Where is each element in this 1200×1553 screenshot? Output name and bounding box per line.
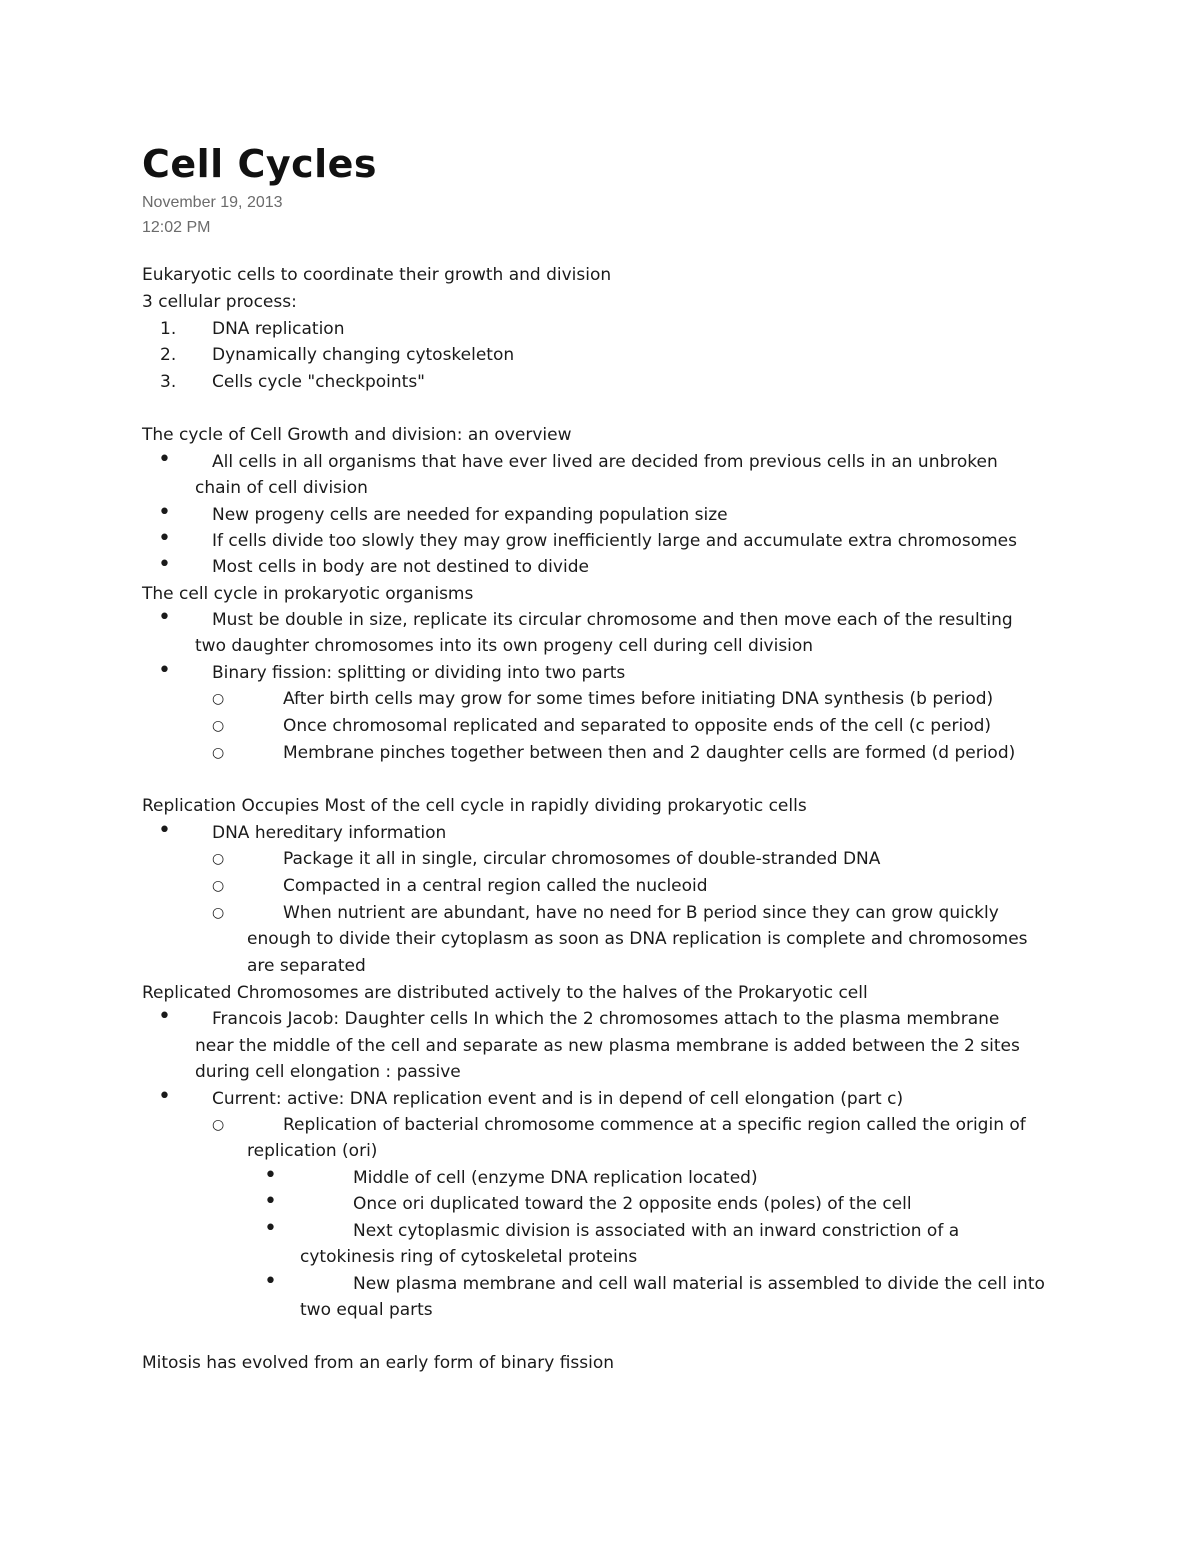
list-item: Binary fission: splitting or dividing into two parts <box>212 663 626 683</box>
list-item: All cells in all organisms that have ever lived are decided from previous cells in an unbroken <box>212 452 998 472</box>
paragraph-line: 3 cellular process: <box>142 292 297 312</box>
list-item: After birth cells may grow for some times before initiating DNA synthesis (b period) <box>283 689 994 709</box>
section-heading: The cycle of Cell Growth and division: an overview <box>142 425 572 445</box>
circle-bullet-icon: ○ <box>212 905 225 921</box>
bullet-icon: • <box>158 1004 171 1029</box>
bullet-icon: • <box>158 605 171 630</box>
section-heading: Mitosis has evolved from an early form of binary fission <box>142 1353 615 1373</box>
list-number: 2. <box>160 345 177 365</box>
list-number: 1. <box>160 319 177 339</box>
list-item-continued: two equal parts <box>300 1300 433 1320</box>
bullet-icon: • <box>264 1189 277 1214</box>
list-item: DNA hereditary information <box>212 823 447 843</box>
bullet-icon: • <box>264 1163 277 1188</box>
list-item: Must be double in size, replicate its circular chromosome and then move each of the resulting <box>212 610 1013 630</box>
circle-bullet-icon: ○ <box>212 878 225 894</box>
list-item-continued: are separated <box>247 956 366 976</box>
list-item: Current: active: DNA replication event and is in depend of cell elongation (part c) <box>212 1089 904 1109</box>
list-item: If cells divide too slowly they may grow inefficiently large and accumulate extra chromosomes <box>212 531 1017 551</box>
list-item: Compacted in a central region called the nucleoid <box>283 876 708 896</box>
list-item: Membrane pinches together between then and 2 daughter cells are formed (d period) <box>283 743 1016 763</box>
list-item: Package it all in single, circular chromosomes of double-stranded DNA <box>283 849 881 869</box>
list-item: Cells cycle "checkpoints" <box>212 372 425 392</box>
bullet-icon: • <box>158 447 171 472</box>
list-item: Next cytoplasmic division is associated with an inward constriction of a <box>353 1221 960 1241</box>
list-item: Most cells in body are not destined to divide <box>212 557 589 577</box>
list-item-continued: two daughter chromosomes into its own progeny cell during cell division <box>195 636 814 656</box>
list-item: Once chromosomal replicated and separated to opposite ends of the cell (c period) <box>283 716 992 736</box>
list-item: When nutrient are abundant, have no need for B period since they can grow quickly <box>283 903 999 923</box>
circle-bullet-icon: ○ <box>212 1117 225 1133</box>
note-header <box>142 138 1142 240</box>
paragraph-line: Eukaryotic cells to coordinate their growth and division <box>142 265 612 285</box>
bullet-icon: • <box>158 658 171 683</box>
list-item: Middle of cell (enzyme DNA replication located) <box>353 1168 758 1188</box>
note-date: November 19, 2013 <box>142 194 283 211</box>
bullet-icon: • <box>264 1216 277 1241</box>
bullet-icon: • <box>158 526 171 551</box>
list-item-continued: chain of cell division <box>195 478 368 498</box>
list-item: Francois Jacob: Daughter cells In which the 2 chromosomes attach to the plasma membrane <box>212 1009 1000 1029</box>
bullet-icon: • <box>264 1269 277 1294</box>
bullet-icon: • <box>158 1084 171 1109</box>
list-item: New progeny cells are needed for expanding population size <box>212 505 728 525</box>
list-number: 3. <box>160 372 177 392</box>
list-item-continued: replication (ori) <box>247 1141 378 1161</box>
list-item: Once ori duplicated toward the 2 opposite ends (poles) of the cell <box>353 1194 912 1214</box>
circle-bullet-icon: ○ <box>212 851 225 867</box>
section-heading: Replicated Chromosomes are distributed actively to the halves of the Prokaryotic cell <box>142 983 868 1003</box>
circle-bullet-icon: ○ <box>212 691 225 707</box>
note-time: 12:02 PM <box>142 219 211 236</box>
list-item-continued: enough to divide their cytoplasm as soon as DNA replication is complete and chromosomes <box>247 929 1028 949</box>
list-item-continued: during cell elongation : passive <box>195 1062 461 1082</box>
circle-bullet-icon: ○ <box>212 718 225 734</box>
bullet-icon: • <box>158 552 171 577</box>
bullet-icon: • <box>158 818 171 843</box>
list-item: Replication of bacterial chromosome commence at a specific region called the origin of <box>283 1115 1026 1135</box>
circle-bullet-icon: ○ <box>212 745 225 761</box>
list-item: Dynamically changing cytoskeleton <box>212 345 515 365</box>
page-title: Cell Cycles <box>142 142 378 186</box>
list-item-continued: cytokinesis ring of cytoskeletal proteins <box>300 1247 638 1267</box>
section-heading: The cell cycle in prokaryotic organisms <box>142 584 474 604</box>
list-item: New plasma membrane and cell wall material is assembled to divide the cell into <box>353 1274 1045 1294</box>
list-item-continued: near the middle of the cell and separate as new plasma membrane is added between the 2 sites <box>195 1036 1020 1056</box>
list-item: DNA replication <box>212 319 345 339</box>
bullet-icon: • <box>158 500 171 525</box>
section-heading: Replication Occupies Most of the cell cycle in rapidly dividing prokaryotic cells <box>142 796 807 816</box>
